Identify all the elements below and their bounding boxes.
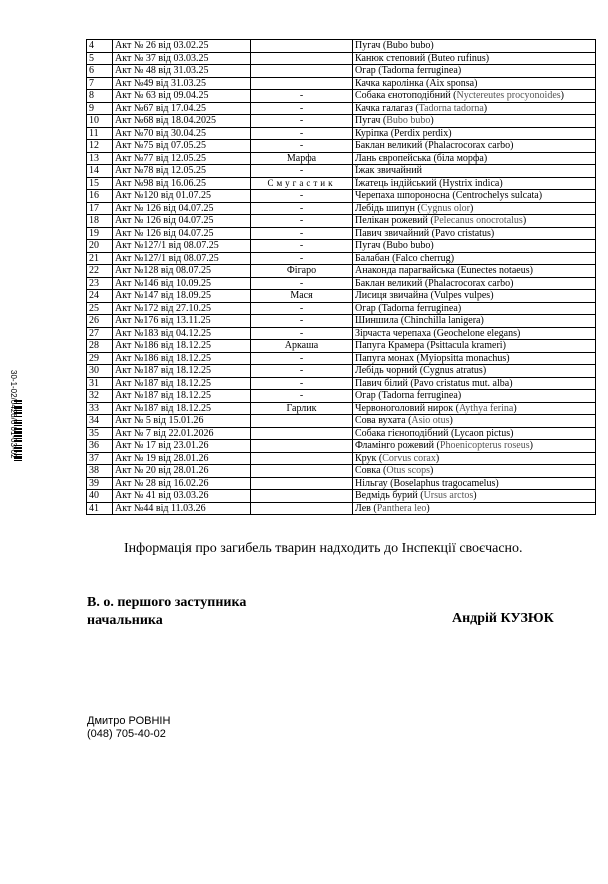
barcode-text: 30-1-02/0426/6 01-03-02: [9, 370, 18, 459]
species-latin-name: Otus scops: [386, 465, 431, 477]
row-number: 10: [87, 115, 113, 128]
row-number: 33: [87, 402, 113, 415]
act-reference: Акт № 5 від 15.01.26: [113, 415, 251, 428]
row-number: 32: [87, 390, 113, 403]
row-number: 25: [87, 302, 113, 315]
animal-name: [251, 452, 353, 465]
species-common-name: Лебідь шипун: [355, 202, 415, 214]
animal-name: -: [251, 315, 353, 328]
species-latin-name: Phalacrocorax carbo: [428, 140, 511, 152]
act-reference: Акт №70 від 30.04.25: [113, 127, 251, 140]
species-cell: Собака гієноподібний (Lycaon pictus): [353, 427, 596, 440]
species-cell: Анаконда парагвайська (Eunectes notaeus): [353, 265, 596, 278]
info-statement: Інформація про загибель тварин надходить до Інспекції своєчасно.: [124, 541, 523, 556]
row-number: 34: [87, 415, 113, 428]
act-reference: Акт № 126 від 04.07.25: [113, 202, 251, 215]
species-cell: Сова вухата (Asio otus): [353, 415, 596, 428]
act-reference: Акт № 17 від 23.01.26: [113, 440, 251, 453]
row-number: 29: [87, 352, 113, 365]
species-cell: Папуга Крамера (Psittacula krameri): [353, 340, 596, 353]
table-row: [87, 415, 596, 428]
animal-name: [251, 40, 353, 53]
species-cell: Павич звичайний (Pavo cristatus): [353, 227, 596, 240]
species-cell: Шиншила (Chinchilla lanigera): [353, 315, 596, 328]
species-cell: Огар (Tadorna ferruginea): [353, 390, 596, 403]
row-number: 35: [87, 427, 113, 440]
table-row: [87, 502, 596, 515]
species-common-name: Їжак звичайний: [355, 165, 422, 177]
table-row: [87, 427, 596, 440]
row-number: 8: [87, 90, 113, 103]
animal-name: -: [251, 240, 353, 253]
animal-name: [251, 440, 353, 453]
species-common-name: Лисиця звичайна: [355, 290, 429, 302]
animal-name: [251, 465, 353, 478]
species-common-name: Огар: [355, 390, 376, 402]
animal-name: Гарлик: [251, 402, 353, 415]
act-reference: Акт №127/1 від 08.07.25: [113, 240, 251, 253]
act-reference: Акт №75 від 07.05.25: [113, 140, 251, 153]
act-reference: Акт №77 від 12.05.25: [113, 152, 251, 165]
table-row: [87, 327, 596, 340]
act-reference: Акт № 28 від 16.02.26: [113, 477, 251, 490]
species-latin-name: Ursus arctos: [423, 490, 474, 502]
species-cell: Баклан великий (Phalacrocorax carbo): [353, 277, 596, 290]
table-row: [87, 402, 596, 415]
act-reference: Акт №44 від 11.03.26: [113, 502, 251, 515]
species-common-name: Баклан великий: [355, 140, 423, 152]
contact-block: [87, 715, 170, 741]
row-number: 15: [87, 177, 113, 190]
table-row: [87, 302, 596, 315]
signer-name: Андрій КУЗЮК: [452, 611, 554, 626]
species-latin-name: Aythya ferina: [458, 402, 514, 414]
species-common-name: Собака єнотоподібний: [355, 90, 451, 102]
act-reference: Акт №67 від 17.04.25: [113, 102, 251, 115]
act-reference: Акт №187 від 18.12.25: [113, 390, 251, 403]
row-number: 23: [87, 277, 113, 290]
animal-name: [251, 490, 353, 503]
animal-name: [251, 415, 353, 428]
species-cell: Фламінго рожевий (Phoenicopterus roseus): [353, 440, 596, 453]
species-latin-name: Psittacula krameri: [430, 340, 503, 352]
animal-name: [251, 65, 353, 78]
contact-name: Дмитро РОВНІН: [87, 715, 171, 727]
species-latin-name: Myiopsitta monachus: [419, 352, 507, 364]
species-latin-name: Eunectes notaeus: [460, 265, 530, 277]
species-latin-name: Panthera leo: [376, 502, 427, 514]
species-cell: Лев (Panthera leo): [353, 502, 596, 515]
act-reference: Акт №98 від 16.06.25: [113, 177, 251, 190]
table-row: [87, 390, 596, 403]
species-common-name: Ведмідь бурий: [355, 490, 418, 502]
species-common-name: Сова вухата: [355, 415, 406, 427]
table-row: [87, 52, 596, 65]
animal-name: Фігаро: [251, 265, 353, 278]
table-row: [87, 215, 596, 228]
act-reference: Акт № 63 від 09.04.25: [113, 90, 251, 103]
species-common-name: Папуга монах: [355, 352, 415, 364]
table-row: [87, 465, 596, 478]
act-reference: Акт №49 від 31.03.25: [113, 77, 251, 90]
animal-name: [251, 477, 353, 490]
species-latin-name: Vulpes vulpes: [433, 290, 491, 302]
act-reference: Акт № 19 від 28.01.26: [113, 452, 251, 465]
species-common-name: Балабан: [355, 252, 390, 264]
species-latin-name: Asio otus: [411, 415, 450, 427]
species-common-name: Зірчаста черепаха: [355, 327, 431, 339]
table-row: [87, 452, 596, 465]
table-row: [87, 140, 596, 153]
species-common-name: Пугач: [355, 240, 381, 252]
table-row: [87, 127, 596, 140]
act-reference: Акт №187 від 18.12.25: [113, 377, 251, 390]
table-row: [87, 240, 596, 253]
row-number: 19: [87, 227, 113, 240]
act-reference: Акт № 26 від 03.02.25: [113, 40, 251, 53]
table-row: [87, 315, 596, 328]
act-reference: Акт № 20 від 28.01.26: [113, 465, 251, 478]
table-row: [87, 477, 596, 490]
table-row: [87, 77, 596, 90]
row-number: 24: [87, 290, 113, 303]
species-latin-name: Geochelone elegans: [436, 327, 517, 339]
table-row: [87, 115, 596, 128]
signatory-position: [87, 594, 246, 630]
row-number: 22: [87, 265, 113, 278]
animal-name: [251, 52, 353, 65]
row-number: 28: [87, 340, 113, 353]
act-reference: Акт №120 від 01.07.25: [113, 190, 251, 203]
animal-name: -: [251, 327, 353, 340]
species-common-name: Папуга Крамера: [355, 340, 425, 352]
animal-name: -: [251, 215, 353, 228]
animal-name: -: [251, 277, 353, 290]
act-reference: Акт №78 від 12.05.25: [113, 165, 251, 178]
table-row: [87, 165, 596, 178]
species-common-name: Совка: [355, 465, 381, 477]
animal-name: -: [251, 190, 353, 203]
species-latin-name: Cygnus olor: [420, 202, 470, 214]
act-reference: Акт № 126 від 04.07.25: [113, 215, 251, 228]
species-common-name: Качка галагаз: [355, 102, 413, 114]
act-reference: Акт №187 від 18.12.25: [113, 365, 251, 378]
species-common-name: Баклан великий: [355, 277, 423, 289]
act-reference: Акт №186 від 18.12.25: [113, 340, 251, 353]
species-cell: Совка (Otus scops): [353, 465, 596, 478]
row-number: 17: [87, 202, 113, 215]
act-reference: Акт №146 від 10.09.25: [113, 277, 251, 290]
species-common-name: Крук: [355, 452, 377, 464]
species-cell: Лисиця звичайна (Vulpes vulpes): [353, 290, 596, 303]
animal-name: [251, 427, 353, 440]
animal-name: -: [251, 227, 353, 240]
table-row: [87, 252, 596, 265]
species-cell: Нільгау (Boselaphus tragocamelus): [353, 477, 596, 490]
species-cell: Ведмідь бурий (Ursus arctos): [353, 490, 596, 503]
animal-name: [251, 502, 353, 515]
species-common-name: Павич звичайний: [355, 227, 430, 239]
row-number: 36: [87, 440, 113, 453]
animal-name: -: [251, 102, 353, 115]
species-common-name: Лань європейська: [355, 152, 431, 164]
animal-name: Марфа: [251, 152, 353, 165]
species-latin-name: Phoenicopterus roseus: [439, 440, 530, 452]
species-latin-name: Aix sponsa: [429, 77, 475, 89]
act-reference: Акт №147 від 18.09.25: [113, 290, 251, 303]
row-number: 9: [87, 102, 113, 115]
animal-name: -: [251, 127, 353, 140]
act-reference: Акт №186 від 18.12.25: [113, 352, 251, 365]
table-row: [87, 490, 596, 503]
species-latin-name: Bubo bubo: [386, 240, 431, 252]
table-row: [87, 90, 596, 103]
act-reference: Акт № 37 від 03.03.25: [113, 52, 251, 65]
table-row: [87, 40, 596, 53]
species-cell: [353, 165, 596, 178]
species-cell: Пугач (Bubo bubo): [353, 40, 596, 53]
species-latin-name: Bubo bubo: [386, 40, 431, 52]
barcode-bar: [14, 460, 22, 461]
species-cell: Лань європейська (біла морфа): [353, 152, 596, 165]
species-common-name: Анаконда парагвайська: [355, 265, 455, 277]
act-reference: Акт №183 від 04.12.25: [113, 327, 251, 340]
table-row: [87, 352, 596, 365]
row-number: 6: [87, 65, 113, 78]
species-latin-name: Tadorna ferruginea: [381, 65, 458, 77]
table-row: [87, 365, 596, 378]
species-latin-name: Pelecanus onocrotalus: [433, 215, 523, 227]
species-common-name: Куріпка: [355, 127, 389, 139]
species-cell: Червоноголовий нирок (Aythya ferina): [353, 402, 596, 415]
animal-name: -: [251, 115, 353, 128]
row-number: 7: [87, 77, 113, 90]
species-cell: Огар (Tadorna ferruginea): [353, 65, 596, 78]
species-common-name: Лев: [355, 502, 371, 514]
table-row: [87, 440, 596, 453]
table-row: [87, 377, 596, 390]
species-cell: Баклан великий (Phalacrocorax carbo): [353, 140, 596, 153]
acts-table-body: [87, 40, 596, 515]
species-cell: Крук (Corvus corax): [353, 452, 596, 465]
species-cell: Папуга монах (Myiopsitta monachus): [353, 352, 596, 365]
species-latin-name: Nyctereutes procyonoides: [456, 90, 561, 102]
species-latin-name: Lycaon pictus: [454, 427, 511, 439]
row-number: 5: [87, 52, 113, 65]
row-number: 13: [87, 152, 113, 165]
position-line-2: начальника: [87, 613, 163, 628]
table-row: [87, 65, 596, 78]
row-number: 40: [87, 490, 113, 503]
species-cell: Лебідь шипун (Cygnus olor): [353, 202, 596, 215]
animal-name: -: [251, 140, 353, 153]
species-common-name: Огар: [355, 302, 376, 314]
table-row: [87, 340, 596, 353]
table-row: [87, 177, 596, 190]
species-cell: Собака єнотоподібний (Nyctereutes procyonoides): [353, 90, 596, 103]
row-number: 14: [87, 165, 113, 178]
species-latin-name: Chinchilla lanigera: [404, 315, 481, 327]
table-row: [87, 227, 596, 240]
animal-name: -: [251, 202, 353, 215]
species-latin-name: Falco cherrug: [395, 252, 451, 264]
species-cell: Черепаха шпороносна (Centrochelys sulcata): [353, 190, 596, 203]
species-latin-name: Cygnus atratus: [423, 365, 483, 377]
species-latin-name: Phalacrocorax carbo: [428, 277, 511, 289]
row-number: 37: [87, 452, 113, 465]
table-row: [87, 152, 596, 165]
row-number: 4: [87, 40, 113, 53]
row-number: 27: [87, 327, 113, 340]
table-row: [87, 277, 596, 290]
row-number: 21: [87, 252, 113, 265]
act-reference: Акт №68 від 18.04.2025: [113, 115, 251, 128]
animal-name: [251, 77, 353, 90]
act-reference: Акт № 48 від 31.03.25: [113, 65, 251, 78]
species-latin-name: Buteo rufinus: [431, 52, 486, 64]
species-common-name: Лебідь чорний: [355, 365, 418, 377]
species-latin-name: Hystrix indica: [442, 177, 500, 189]
animal-name: -: [251, 352, 353, 365]
animal-name: -: [251, 365, 353, 378]
act-reference: Акт №127/1 від 08.07.25: [113, 252, 251, 265]
species-latin-name: Corvus corax: [382, 452, 436, 464]
species-common-name: Фламінго рожевий: [355, 440, 435, 452]
species-latin-name: Pavo cristatus: [435, 227, 491, 239]
species-cell: Куріпка (Perdix perdix): [353, 127, 596, 140]
species-common-name: Червоноголовий нирок: [355, 402, 454, 414]
row-number: 20: [87, 240, 113, 253]
table-row: [87, 290, 596, 303]
animal-name: -: [251, 390, 353, 403]
species-latin-name: Tadorna ferruginea: [381, 390, 458, 402]
animal-name: -: [251, 165, 353, 178]
species-common-name: Пугач: [355, 40, 381, 52]
act-reference: Акт № 41 від 03.03.26: [113, 490, 251, 503]
species-latin-name: Tadorna tadorna: [418, 102, 484, 114]
species-cell: Качка каролінка (Aix sponsa): [353, 77, 596, 90]
species-common-name: Черепаха шпороносна: [355, 190, 450, 202]
species-common-name: Пелікан рожевий: [355, 215, 428, 227]
species-cell: Пелікан рожевий (Pelecanus onocrotalus): [353, 215, 596, 228]
table-row: [87, 202, 596, 215]
species-cell: Їжатець індійський (Hystrix indica): [353, 177, 596, 190]
animal-name: Смугастик: [251, 177, 353, 190]
table-row: [87, 265, 596, 278]
species-latin-name: біла морфа: [436, 152, 484, 164]
row-number: 31: [87, 377, 113, 390]
acts-table: [86, 39, 596, 515]
act-reference: Акт № 7 від 22.01.2026: [113, 427, 251, 440]
species-common-name: Шиншила: [355, 315, 399, 327]
animal-name: -: [251, 252, 353, 265]
species-latin-name: Bubo bubo: [386, 115, 431, 127]
contact-phone: (048) 705-40-02: [87, 728, 166, 740]
row-number: 12: [87, 140, 113, 153]
animal-name: Аркаша: [251, 340, 353, 353]
act-reference: Акт №172 від 27.10.25: [113, 302, 251, 315]
species-cell: Пугач (Bubo bubo): [353, 115, 596, 128]
species-common-name: Огар: [355, 65, 376, 77]
species-latin-name: Perdix perdix: [394, 127, 449, 139]
species-common-name: Качка каролінка: [355, 77, 424, 89]
row-number: 41: [87, 502, 113, 515]
row-number: 26: [87, 315, 113, 328]
species-cell: Качка галагаз (Tadorna tadorna): [353, 102, 596, 115]
act-reference: Акт № 126 від 04.07.25: [113, 227, 251, 240]
row-number: 16: [87, 190, 113, 203]
animal-name: Мася: [251, 290, 353, 303]
species-cell: Лебідь чорний (Cygnus atratus): [353, 365, 596, 378]
act-reference: Акт №128 від 08.07.25: [113, 265, 251, 278]
row-number: 11: [87, 127, 113, 140]
act-reference: Акт №187 від 18.12.25: [113, 402, 251, 415]
species-latin-name: Tadorna ferruginea: [381, 302, 458, 314]
act-reference: Акт №176 від 13.11.25: [113, 315, 251, 328]
animal-name: -: [251, 302, 353, 315]
table-row: [87, 102, 596, 115]
species-latin-name: Boselaphus tragocamelus: [393, 477, 496, 489]
species-cell: Канюк степовий (Buteo rufinus): [353, 52, 596, 65]
row-number: 39: [87, 477, 113, 490]
species-common-name: Павич білий: [355, 377, 408, 389]
species-cell: Пугач (Bubo bubo): [353, 240, 596, 253]
document-barcode: [6, 370, 22, 500]
table-row: [87, 190, 596, 203]
species-cell: Огар (Tadorna ferruginea): [353, 302, 596, 315]
row-number: 18: [87, 215, 113, 228]
animal-name: -: [251, 377, 353, 390]
species-common-name: Пугач: [355, 115, 381, 127]
species-common-name: Собака гієноподібний: [355, 427, 449, 439]
species-latin-name: Centrochelys sulcata: [455, 190, 539, 202]
species-latin-name: Pavo cristatus mut. alba: [413, 377, 510, 389]
species-cell: Балабан (Falco cherrug): [353, 252, 596, 265]
animal-name: -: [251, 90, 353, 103]
species-common-name: Нільгау: [355, 477, 388, 489]
row-number: 30: [87, 365, 113, 378]
species-common-name: Канюк степовий: [355, 52, 426, 64]
species-cell: Павич білий (Pavo cristatus mut. alba): [353, 377, 596, 390]
position-line-1: В. о. першого заступника: [87, 595, 247, 610]
species-common-name: Їжатець індійський: [355, 177, 437, 189]
species-cell: Зірчаста черепаха (Geochelone elegans): [353, 327, 596, 340]
row-number: 38: [87, 465, 113, 478]
